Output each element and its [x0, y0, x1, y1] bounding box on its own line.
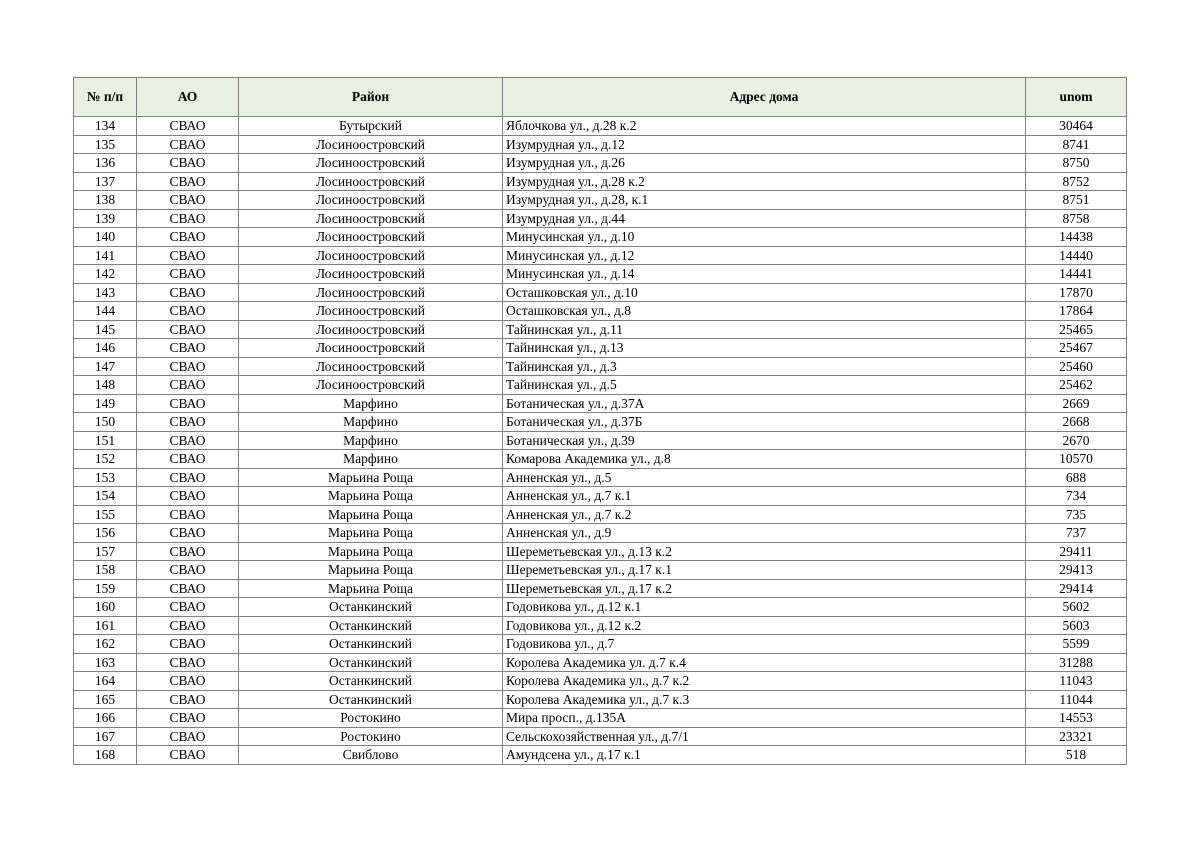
cell-index: 160	[74, 598, 137, 617]
cell-address: Яблочкова ул., д.28 к.2	[503, 117, 1026, 136]
table-row	[74, 746, 1127, 765]
cell-address: Шереметьевская ул., д.17 к.2	[503, 579, 1026, 598]
table-row	[74, 561, 1127, 580]
cell-ao: СВАО	[137, 709, 239, 728]
cell-ao: СВАО	[137, 653, 239, 672]
cell-ao: СВАО	[137, 468, 239, 487]
cell-district: Лосиноостровский	[239, 320, 503, 339]
cell-address: Тайнинская ул., д.3	[503, 357, 1026, 376]
cell-index: 153	[74, 468, 137, 487]
cell-unom: 11044	[1026, 690, 1127, 709]
cell-unom: 2670	[1026, 431, 1127, 450]
header-address: Адрес дома	[503, 78, 1026, 117]
cell-district: Ростокино	[239, 709, 503, 728]
table-row	[74, 468, 1127, 487]
cell-index: 141	[74, 246, 137, 265]
table-row	[74, 320, 1127, 339]
cell-index: 143	[74, 283, 137, 302]
cell-ao: СВАО	[137, 616, 239, 635]
cell-unom: 29411	[1026, 542, 1127, 561]
cell-index: 140	[74, 228, 137, 247]
cell-unom: 5599	[1026, 635, 1127, 654]
cell-address: Королева Академика ул. д.7 к.4	[503, 653, 1026, 672]
table-row	[74, 394, 1127, 413]
cell-ao: СВАО	[137, 302, 239, 321]
cell-district: Лосиноостровский	[239, 172, 503, 191]
table-row	[74, 727, 1127, 746]
cell-index: 164	[74, 672, 137, 691]
cell-unom: 2669	[1026, 394, 1127, 413]
cell-district: Останкинский	[239, 616, 503, 635]
cell-index: 156	[74, 524, 137, 543]
cell-address: Минусинская ул., д.10	[503, 228, 1026, 247]
cell-district: Лосиноостровский	[239, 135, 503, 154]
header-unom: unom	[1026, 78, 1127, 117]
cell-ao: СВАО	[137, 283, 239, 302]
cell-address: Анненская ул., д.5	[503, 468, 1026, 487]
cell-unom: 11043	[1026, 672, 1127, 691]
cell-address: Шереметьевская ул., д.13 к.2	[503, 542, 1026, 561]
cell-index: 148	[74, 376, 137, 395]
table-row	[74, 413, 1127, 432]
cell-unom: 737	[1026, 524, 1127, 543]
table-row	[74, 339, 1127, 358]
cell-index: 146	[74, 339, 137, 358]
cell-district: Марфино	[239, 413, 503, 432]
cell-index: 166	[74, 709, 137, 728]
table-row	[74, 598, 1127, 617]
cell-unom: 5603	[1026, 616, 1127, 635]
cell-ao: СВАО	[137, 450, 239, 469]
cell-address: Изумрудная ул., д.26	[503, 154, 1026, 173]
cell-district: Лосиноостровский	[239, 191, 503, 210]
cell-address: Тайнинская ул., д.5	[503, 376, 1026, 395]
cell-address: Тайнинская ул., д.13	[503, 339, 1026, 358]
cell-unom: 30464	[1026, 117, 1127, 136]
cell-ao: СВАО	[137, 542, 239, 561]
cell-district: Марьина Роща	[239, 579, 503, 598]
table-row	[74, 431, 1127, 450]
cell-unom: 31288	[1026, 653, 1127, 672]
cell-district: Лосиноостровский	[239, 265, 503, 284]
cell-district: Останкинский	[239, 690, 503, 709]
cell-district: Лосиноостровский	[239, 376, 503, 395]
cell-address: Годовикова ул., д.12 к.2	[503, 616, 1026, 635]
table-row	[74, 524, 1127, 543]
cell-ao: СВАО	[137, 598, 239, 617]
cell-district: Останкинский	[239, 635, 503, 654]
cell-index: 142	[74, 265, 137, 284]
table-row	[74, 283, 1127, 302]
cell-index: 139	[74, 209, 137, 228]
cell-ao: СВАО	[137, 487, 239, 506]
table-row	[74, 672, 1127, 691]
cell-index: 162	[74, 635, 137, 654]
table-header	[74, 78, 1127, 117]
cell-district: Ростокино	[239, 727, 503, 746]
cell-district: Лосиноостровский	[239, 283, 503, 302]
cell-ao: СВАО	[137, 191, 239, 210]
cell-ao: СВАО	[137, 117, 239, 136]
cell-address: Минусинская ул., д.12	[503, 246, 1026, 265]
cell-unom: 8752	[1026, 172, 1127, 191]
cell-address: Изумрудная ул., д.44	[503, 209, 1026, 228]
cell-district: Лосиноостровский	[239, 209, 503, 228]
cell-address: Анненская ул., д.7 к.1	[503, 487, 1026, 506]
table-row	[74, 635, 1127, 654]
cell-ao: СВАО	[137, 635, 239, 654]
cell-district: Марфино	[239, 431, 503, 450]
table-row	[74, 357, 1127, 376]
cell-unom: 14441	[1026, 265, 1127, 284]
cell-unom: 25467	[1026, 339, 1127, 358]
cell-ao: СВАО	[137, 579, 239, 598]
cell-ao: СВАО	[137, 246, 239, 265]
cell-unom: 5602	[1026, 598, 1127, 617]
cell-unom: 734	[1026, 487, 1127, 506]
cell-address: Изумрудная ул., д.28 к.2	[503, 172, 1026, 191]
cell-unom: 25460	[1026, 357, 1127, 376]
cell-address: Годовикова ул., д.7	[503, 635, 1026, 654]
table-row	[74, 228, 1127, 247]
cell-address: Минусинская ул., д.14	[503, 265, 1026, 284]
cell-index: 159	[74, 579, 137, 598]
table-row	[74, 542, 1127, 561]
table-row	[74, 135, 1127, 154]
cell-ao: СВАО	[137, 505, 239, 524]
cell-district: Марьина Роща	[239, 468, 503, 487]
cell-district: Лосиноостровский	[239, 339, 503, 358]
table-row	[74, 487, 1127, 506]
cell-district: Марьина Роща	[239, 505, 503, 524]
cell-ao: СВАО	[137, 135, 239, 154]
cell-index: 168	[74, 746, 137, 765]
cell-index: 149	[74, 394, 137, 413]
header-row	[74, 78, 1127, 117]
cell-address: Ботаническая ул., д.37А	[503, 394, 1026, 413]
cell-index: 134	[74, 117, 137, 136]
cell-ao: СВАО	[137, 524, 239, 543]
cell-unom: 10570	[1026, 450, 1127, 469]
cell-ao: СВАО	[137, 561, 239, 580]
cell-ao: СВАО	[137, 209, 239, 228]
table-row	[74, 246, 1127, 265]
cell-index: 145	[74, 320, 137, 339]
cell-address: Годовикова ул., д.12 к.1	[503, 598, 1026, 617]
cell-ao: СВАО	[137, 413, 239, 432]
cell-ao: СВАО	[137, 357, 239, 376]
cell-unom: 17864	[1026, 302, 1127, 321]
cell-district: Марьина Роща	[239, 561, 503, 580]
cell-unom: 23321	[1026, 727, 1127, 746]
table-row	[74, 191, 1127, 210]
cell-district: Марфино	[239, 394, 503, 413]
cell-district: Марьина Роща	[239, 487, 503, 506]
cell-district: Лосиноостровский	[239, 154, 503, 173]
cell-unom: 8750	[1026, 154, 1127, 173]
cell-unom: 14438	[1026, 228, 1127, 247]
cell-index: 154	[74, 487, 137, 506]
cell-ao: СВАО	[137, 746, 239, 765]
cell-index: 150	[74, 413, 137, 432]
cell-address: Тайнинская ул., д.11	[503, 320, 1026, 339]
cell-index: 157	[74, 542, 137, 561]
header-district: Район	[239, 78, 503, 117]
cell-address: Комарова Академика ул., д.8	[503, 450, 1026, 469]
cell-address: Королева Академика ул., д.7 к.2	[503, 672, 1026, 691]
cell-ao: СВАО	[137, 431, 239, 450]
cell-ao: СВАО	[137, 690, 239, 709]
cell-index: 135	[74, 135, 137, 154]
table-row	[74, 709, 1127, 728]
cell-unom: 25462	[1026, 376, 1127, 395]
cell-index: 136	[74, 154, 137, 173]
table-row	[74, 209, 1127, 228]
cell-index: 144	[74, 302, 137, 321]
cell-ao: СВАО	[137, 265, 239, 284]
cell-district: Марфино	[239, 450, 503, 469]
header-ao: АО	[137, 78, 239, 117]
table-row	[74, 265, 1127, 284]
cell-ao: СВАО	[137, 672, 239, 691]
cell-district: Останкинский	[239, 653, 503, 672]
cell-index: 137	[74, 172, 137, 191]
cell-district: Останкинский	[239, 672, 503, 691]
cell-ao: СВАО	[137, 320, 239, 339]
cell-unom: 25465	[1026, 320, 1127, 339]
cell-ao: СВАО	[137, 394, 239, 413]
cell-district: Лосиноостровский	[239, 246, 503, 265]
cell-index: 152	[74, 450, 137, 469]
cell-index: 147	[74, 357, 137, 376]
table-row	[74, 505, 1127, 524]
cell-address: Изумрудная ул., д.28, к.1	[503, 191, 1026, 210]
cell-address: Осташковская ул., д.10	[503, 283, 1026, 302]
cell-unom: 29413	[1026, 561, 1127, 580]
cell-district: Марьина Роща	[239, 524, 503, 543]
address-table	[73, 77, 1127, 765]
cell-unom: 518	[1026, 746, 1127, 765]
cell-address: Шереметьевская ул., д.17 к.1	[503, 561, 1026, 580]
cell-address: Королева Академика ул., д.7 к.3	[503, 690, 1026, 709]
table-row	[74, 302, 1127, 321]
cell-unom: 8758	[1026, 209, 1127, 228]
cell-address: Анненская ул., д.9	[503, 524, 1026, 543]
cell-address: Мира просп., д.135А	[503, 709, 1026, 728]
cell-unom: 14440	[1026, 246, 1127, 265]
cell-district: Лосиноостровский	[239, 357, 503, 376]
cell-unom: 8741	[1026, 135, 1127, 154]
cell-district: Лосиноостровский	[239, 228, 503, 247]
cell-unom: 17870	[1026, 283, 1127, 302]
cell-unom: 14553	[1026, 709, 1127, 728]
cell-index: 138	[74, 191, 137, 210]
cell-unom: 735	[1026, 505, 1127, 524]
table-row	[74, 616, 1127, 635]
cell-unom: 8751	[1026, 191, 1127, 210]
cell-address: Ботаническая ул., д.39	[503, 431, 1026, 450]
cell-district: Свиблово	[239, 746, 503, 765]
cell-district: Бутырский	[239, 117, 503, 136]
cell-ao: СВАО	[137, 339, 239, 358]
cell-index: 163	[74, 653, 137, 672]
table-row	[74, 154, 1127, 173]
cell-district: Лосиноостровский	[239, 302, 503, 321]
cell-ao: СВАО	[137, 228, 239, 247]
cell-index: 167	[74, 727, 137, 746]
cell-index: 165	[74, 690, 137, 709]
cell-district: Останкинский	[239, 598, 503, 617]
cell-ao: СВАО	[137, 172, 239, 191]
cell-index: 151	[74, 431, 137, 450]
table-row	[74, 172, 1127, 191]
cell-ao: СВАО	[137, 376, 239, 395]
cell-index: 158	[74, 561, 137, 580]
table-body	[74, 117, 1127, 765]
cell-address: Амундсена ул., д.17 к.1	[503, 746, 1026, 765]
cell-index: 155	[74, 505, 137, 524]
header-index: № п/п	[74, 78, 137, 117]
table-row	[74, 376, 1127, 395]
cell-unom: 29414	[1026, 579, 1127, 598]
cell-ao: СВАО	[137, 154, 239, 173]
table-row	[74, 653, 1127, 672]
cell-district: Марьина Роща	[239, 542, 503, 561]
cell-unom: 688	[1026, 468, 1127, 487]
cell-address: Ботаническая ул., д.37Б	[503, 413, 1026, 432]
cell-address: Изумрудная ул., д.12	[503, 135, 1026, 154]
table-row	[74, 117, 1127, 136]
cell-address: Осташковская ул., д.8	[503, 302, 1026, 321]
cell-address: Анненская ул., д.7 к.2	[503, 505, 1026, 524]
cell-address: Сельскохозяйственная ул., д.7/1	[503, 727, 1026, 746]
table-row	[74, 450, 1127, 469]
cell-ao: СВАО	[137, 727, 239, 746]
table-row	[74, 579, 1127, 598]
cell-index: 161	[74, 616, 137, 635]
cell-unom: 2668	[1026, 413, 1127, 432]
table-row	[74, 690, 1127, 709]
